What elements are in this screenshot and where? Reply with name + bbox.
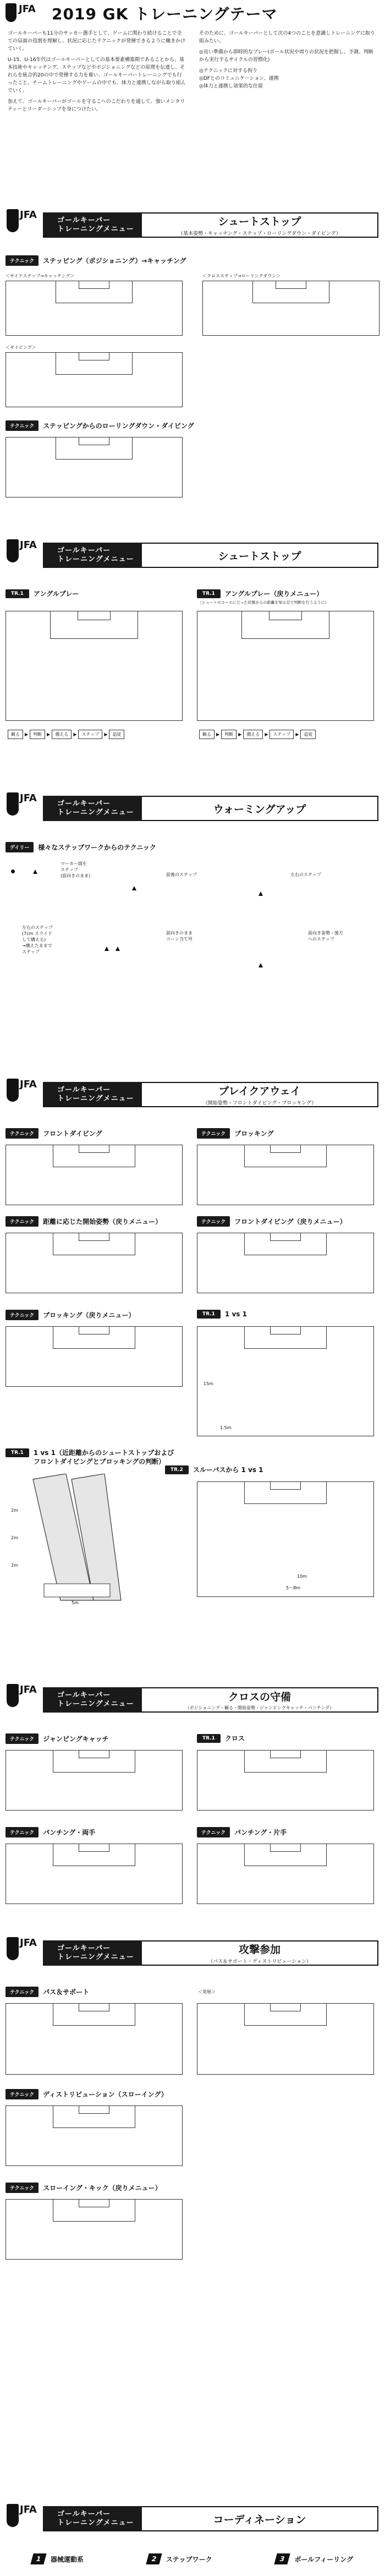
drill-note: ＜発展＞	[198, 1989, 216, 1994]
section-band	[43, 212, 378, 238]
drill-tag: テクニック	[6, 420, 38, 431]
intro-right	[199, 30, 377, 117]
drill-tag: テクニック	[6, 1310, 38, 1320]
drill-heading	[6, 1733, 109, 1744]
warmup-label: 左右のステップ	[290, 872, 321, 877]
distance-label: 2m	[11, 1535, 18, 1540]
section-title: 攻撃参加	[238, 1944, 280, 1956]
flow-step: 備える	[243, 730, 263, 739]
intro-left	[8, 30, 186, 117]
drill-name: ステッピングからのローリングダウン・ダイビング	[43, 422, 194, 430]
pitch-diagram	[197, 1233, 374, 1293]
drill-name: フロントダイビングとブロッキングの判断）	[33, 1458, 166, 1465]
pitch-diagram	[6, 1844, 183, 1904]
drill-name: パンチング・片手	[234, 1829, 287, 1836]
drill-name: ジャンピングキャッチ	[43, 1735, 109, 1743]
logo-text: JFA	[20, 1937, 37, 1949]
drill-heading	[6, 1827, 95, 1837]
warmup-label: 前後のステップ	[166, 872, 197, 877]
menu-label-line: トレーニングメニュー	[57, 1700, 134, 1708]
cone-icon	[258, 963, 263, 967]
pitch-diagram	[197, 611, 374, 721]
warmup-label-line: ステップ	[61, 867, 78, 872]
flow-step: 判断	[221, 730, 237, 739]
pitch-diagram	[197, 1145, 374, 1205]
drill-tag: テクニック	[6, 1128, 38, 1139]
warmup-label	[22, 925, 53, 955]
section-subtitle: （基本姿勢・キャッチング・ステップ・ローリングダウン・ダイビング）	[178, 231, 341, 237]
menu-label	[43, 2506, 142, 2531]
cone-icon	[105, 947, 109, 951]
menu-label-line: ゴールキーパー	[57, 216, 111, 225]
drill-name: クロス	[224, 1735, 245, 1742]
drill-name: パンチング・両手	[43, 1829, 96, 1836]
flow-step: 追従	[300, 730, 316, 739]
drill-tag: テクニック	[197, 1128, 230, 1139]
flow-step: 判断	[30, 730, 45, 739]
flow-step: 備える	[52, 730, 72, 739]
logo-text: JFA	[19, 3, 36, 15]
jfa-emblem-icon	[7, 1079, 19, 1102]
section-title-box	[142, 1940, 378, 1966]
section-band	[43, 1940, 378, 1966]
flow-step: ステップ	[78, 730, 102, 739]
jfa-logo	[6, 206, 38, 244]
intro-para: ◎良い準備から即時的なプレー(ボール状況や周りの状況を把握し、予測、判断から実行するサイクルの習慣化)	[199, 50, 373, 63]
warmup-label	[61, 861, 90, 879]
drill-heading	[6, 1987, 89, 1997]
action-flow: 観る ▶ 判断 ▶ 備える ▶ ステップ ▶ 追従	[199, 730, 316, 739]
cone-icon	[33, 869, 37, 874]
warmup-label-line: (前向きのまま)	[61, 873, 91, 878]
drill-tag: テクニック	[197, 1216, 230, 1227]
jfa-logo	[6, 2501, 38, 2539]
drill-tag: TR.2	[165, 1465, 189, 1474]
pitch-diagram	[6, 1233, 183, 1293]
section-subtitle: （ポジショニング・観る・開始姿勢・ジャンピングキャッチ・パンチング）	[185, 1705, 334, 1710]
drill-name: ディストリビューション（スローイング）	[43, 2091, 168, 2098]
section-band	[43, 543, 378, 568]
drill-heading	[165, 1465, 263, 1474]
section-band	[43, 2506, 378, 2531]
section-title: ブレイクアウェイ	[218, 1085, 301, 1097]
logo-text: JFA	[20, 1079, 37, 1090]
logo-text: JFA	[20, 209, 37, 221]
intro-para: そのために、ゴールキーパーとして次の4つのことを意識しトレーニングに取り組みたい。	[199, 31, 375, 44]
drill-heading	[6, 842, 156, 852]
drill-heading	[197, 1128, 274, 1139]
menu-label-line: ゴールキーパー	[57, 1086, 111, 1094]
cone-icon	[116, 947, 120, 951]
drill-note: （シュートのコースに立った状態からの距離を知る目で判断を行うように）	[198, 600, 329, 605]
pitch-diagram	[6, 1145, 183, 1205]
drill-name: フロントダイビング	[43, 1130, 102, 1137]
menu-label-line: ゴールキーパー	[57, 2510, 111, 2518]
menu-label-line: トレーニングメニュー	[57, 225, 134, 233]
logo-text: JFA	[20, 2504, 37, 2515]
drill-tag: デイリー	[6, 842, 34, 852]
pitch-diagram	[197, 1326, 374, 1436]
intro-para: ◎DFとのコミュニケーション、連携	[199, 76, 279, 81]
section-title: シュートストップ	[218, 550, 301, 562]
drill-name: 1 vs 1	[224, 1310, 247, 1318]
jfa-emblem-icon	[6, 3, 16, 22]
jfa-emblem-icon	[7, 2504, 19, 2527]
distance-label: 15m	[204, 1381, 213, 1386]
distance-label: 5～8m	[286, 1585, 300, 1590]
drill-name: スルーパスから 1 vs 1	[193, 1466, 263, 1474]
section-subtitle: （開始姿勢・フロントダイビング・ブロッキング）	[202, 1101, 317, 1106]
section-title: コーディネーション	[213, 2513, 306, 2526]
jfa-emblem-icon	[7, 1937, 19, 1960]
distance-label: 10m	[297, 1574, 307, 1579]
section-title: シュートストップ	[218, 216, 301, 228]
jfa-logo	[6, 1934, 38, 1972]
page-header	[0, 0, 385, 26]
distance-label: 5m	[72, 1600, 79, 1605]
pitch-diagram	[6, 2199, 183, 2260]
item-label: ステップワーク	[166, 2555, 212, 2563]
flow-step: 追従	[109, 730, 124, 739]
warmup-label-line: マーカー間を	[61, 861, 87, 866]
drill-tag: TR.1	[197, 1310, 221, 1319]
drill-heading	[197, 1310, 247, 1319]
cone-icon	[258, 892, 263, 896]
warmup-label-line: 前向き姿勢・後方	[308, 931, 343, 936]
jfa-emblem-icon	[7, 1684, 19, 1707]
drill-tag: テクニック	[6, 2183, 38, 2193]
jfa-logo	[6, 2, 38, 24]
section-cross-defense	[0, 1673, 385, 1970]
section-title-box	[142, 543, 378, 568]
jfa-emblem-icon	[7, 539, 19, 562]
section-shot-stop-basic	[0, 198, 385, 550]
drill-tag: テクニック	[6, 1216, 38, 1227]
drill-name-wrap	[34, 1448, 174, 1466]
menu-label	[43, 212, 142, 238]
pitch-diagram	[202, 281, 380, 336]
intro-para: ゴールキーパーも11分のサッカー選手として、ゲームに関わり続けることで全ての局面の役割を理解し、状況に応じたテクニックが発揮できるように働きかけていく。	[8, 31, 186, 52]
drill-heading	[197, 1216, 346, 1227]
item-label: ボールフィーリング	[294, 2555, 354, 2563]
drill-name: 1 vs 1（近距離からのシュートストップおよび	[33, 1449, 174, 1457]
drill-heading	[6, 1216, 162, 1227]
pitch-diagram	[6, 2003, 183, 2075]
coordination-item	[32, 2553, 84, 2564]
drill-heading	[6, 255, 186, 266]
drill-heading	[6, 2183, 162, 2193]
jfa-logo	[6, 789, 38, 828]
logo-text: JFA	[20, 1684, 37, 1696]
drill-tag: テクニック	[6, 2089, 38, 2099]
menu-label	[43, 1940, 142, 1966]
item-label: 器械運動系	[50, 2555, 84, 2563]
menu-label-line: ゴールキーパー	[57, 546, 111, 555]
flow-step: 観る	[199, 730, 215, 739]
drill-name: パス＆サポート	[43, 1988, 90, 1996]
menu-label-line: トレーニングメニュー	[57, 1953, 134, 1961]
flow-step: 観る	[8, 730, 23, 739]
drill-heading	[197, 1733, 245, 1743]
drill-name: ブロッキング（戻りメニュー）	[43, 1311, 135, 1319]
menu-label	[43, 796, 142, 821]
item-number: 1	[30, 2553, 46, 2564]
menu-label-line: トレーニングメニュー	[57, 1095, 134, 1103]
drill-name: ブロッキング	[234, 1130, 274, 1137]
section-title-box	[142, 796, 378, 821]
jfa-logo	[6, 1075, 38, 1114]
pitch-diagram	[6, 1750, 183, 1811]
section-attack	[0, 1926, 385, 2366]
drill-tag: テクニック	[6, 255, 38, 266]
section-title-box	[142, 212, 378, 238]
drill-heading	[6, 1448, 174, 1466]
warmup-label-line: 左右のステップ	[22, 925, 53, 930]
pitch-diagram	[6, 2105, 183, 2166]
drill-name: フロントダイビング（戻りメニュー）	[234, 1218, 346, 1226]
drill-name: 距離に応じた開始姿勢（戻りメニュー）	[43, 1218, 162, 1226]
item-number: 2	[146, 2553, 162, 2564]
drill-name: スローイング・キック（戻りメニュー）	[43, 2184, 162, 2192]
drill-name: アングルプレー	[33, 590, 79, 598]
pitch-diagram	[197, 1481, 374, 1597]
menu-label-line: トレーニングメニュー	[57, 555, 134, 564]
page-title: 2019 GK トレーニングテーマ	[52, 5, 278, 23]
menu-label	[43, 543, 142, 568]
menu-label-line: ゴールキーパー	[57, 1944, 111, 1952]
drill-heading	[6, 589, 79, 598]
drill-tag: TR.1	[197, 1734, 221, 1743]
intro-text	[0, 26, 385, 117]
goal-area	[44, 1584, 110, 1597]
drill-heading	[197, 589, 323, 598]
flow-step: ステップ	[270, 730, 294, 739]
warmup-label	[166, 930, 193, 942]
drill-tag: TR.1	[197, 589, 221, 598]
pitch-diagram	[197, 1750, 374, 1811]
section-title: クロスの守備	[228, 1691, 291, 1703]
drill-heading	[6, 1310, 135, 1320]
warmup-label-line: →構えたままで	[22, 943, 52, 948]
jfa-logo	[6, 1681, 38, 1719]
section-title-box	[142, 1082, 378, 1107]
drill-tag: TR.1	[6, 1448, 29, 1457]
diagram-caption: ＜サイドステップ→キャッチング＞	[6, 274, 75, 278]
ball-icon	[11, 869, 15, 873]
pitch-diagram	[197, 1844, 374, 1904]
section-title-box	[142, 2506, 378, 2531]
jfa-emblem-icon	[7, 792, 19, 816]
pitch-diagram	[6, 437, 183, 497]
action-flow: 観る ▶ 判断 ▶ 備える ▶ ステップ ▶ 追従	[8, 730, 124, 739]
pitch-diagram	[6, 352, 183, 407]
intro-para: ◎体力と連携し効果的な仕留	[199, 84, 263, 89]
breakaway-diagram	[22, 1474, 127, 1606]
section-band	[43, 1082, 378, 1107]
drill-heading	[6, 420, 194, 431]
drill-tag: TR.1	[6, 589, 29, 598]
intro-para: ◎テクニックに対する拘り	[199, 68, 257, 74]
distance-label: 2m	[11, 1563, 18, 1568]
section-subtitle: （パス＆サポート・ディストリビューション）	[208, 1959, 311, 1965]
drill-tag: テクニック	[6, 1827, 38, 1837]
drill-heading	[197, 1827, 287, 1837]
menu-label	[43, 1687, 142, 1713]
menu-label-line: トレーニングメニュー	[57, 2519, 134, 2527]
drill-tag: テクニック	[197, 1827, 230, 1837]
drill-heading	[6, 1128, 102, 1139]
logo-text: JFA	[20, 792, 37, 804]
menu-label-line: ゴールキーパー	[57, 1691, 111, 1699]
drill-name: アングルプレー（戻りメニュー）	[224, 590, 323, 598]
pitch-diagram	[6, 611, 183, 721]
warmup-label-line: コーン当て外	[166, 937, 193, 942]
warmup-label-line: ステップ	[22, 949, 40, 954]
distance-label: 1.5m	[220, 1425, 232, 1430]
menu-label-line: ゴールキーパー	[57, 800, 111, 808]
menu-label-line: トレーニングメニュー	[57, 808, 134, 817]
drill-name: 様々なステップワークからのテクニック	[38, 844, 156, 851]
section-title-box	[142, 1687, 378, 1713]
coordination-item	[276, 2553, 353, 2564]
jfa-logo	[6, 536, 38, 575]
drill-name: ステッピング（ポジショニング）→キャッチング	[43, 257, 186, 265]
intro-para: 加えて、ゴールキーパーがゴールを守るこへのこだわりを通して、強いメンタリティーとリーダーシップを身につけたい。	[8, 99, 185, 112]
pitch-diagram	[6, 1326, 183, 1387]
jfa-emblem-icon	[7, 209, 19, 232]
drill-tag: テクニック	[6, 1733, 38, 1744]
warmup-label	[308, 930, 343, 942]
pitch-diagram	[6, 281, 183, 336]
coordination-item	[147, 2553, 212, 2564]
warmup-label-line: して構える)	[22, 937, 46, 942]
diagram-caption: ＜クロスステップ→ローリングダウン＞	[202, 274, 281, 278]
section-band	[43, 796, 378, 821]
intro-para: U-15、U-16年代はゴールキーパーとしての基本要素構築期であることから、基本技術やキャッチング、ステップなどやポジショニングなどの原理を伝達し、それらを統合的20の中で発揮する力を養い、ゴールキーパートレーニングでも行ったこと、チームトレーニングやゲームの中でも、体力と連携しながら取り組んでいく。	[8, 57, 186, 94]
menu-label	[43, 1082, 142, 1107]
warmup-label-line: へのステップ	[308, 937, 334, 942]
logo-text: JFA	[20, 539, 37, 551]
cone-icon	[132, 886, 136, 890]
warmup-label-line: 前向きのまま	[166, 931, 193, 936]
section-coordination	[0, 2498, 385, 2576]
drill-tag: テクニック	[6, 1987, 38, 1997]
distance-label: 2m	[11, 1508, 18, 1513]
diagram-caption: ＜ダイビング＞	[6, 345, 36, 350]
warmup-label-line: (7cm スライド	[22, 931, 52, 936]
drill-heading	[6, 2089, 168, 2099]
section-breakaway	[0, 1068, 385, 1640]
section-title: ウォーミングアップ	[213, 803, 306, 816]
pitch-diagram	[197, 2003, 374, 2075]
coordination-items	[0, 2553, 385, 2564]
section-band	[43, 1687, 378, 1713]
item-number: 3	[274, 2553, 290, 2564]
